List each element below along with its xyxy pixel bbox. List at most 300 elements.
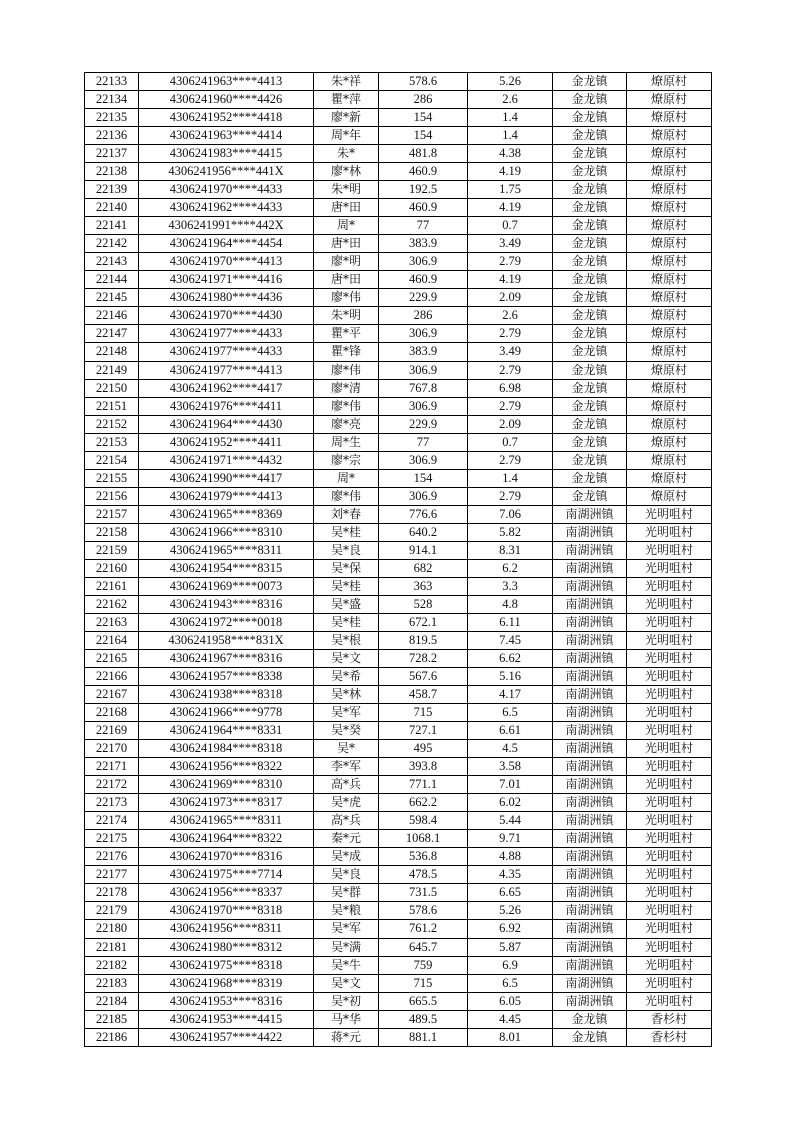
id-number-cell: 4306241979****4413 (139, 487, 314, 505)
row-number-cell: 22157 (85, 505, 139, 523)
id-number-cell: 4306241957****4422 (139, 1028, 314, 1046)
amount-cell: 460.9 (379, 271, 468, 289)
town-cell: 南湖洲镇 (553, 956, 627, 974)
table-row (85, 631, 712, 649)
id-number-cell: 4306241970****8316 (139, 848, 314, 866)
id-number-cell: 4306241962****4417 (139, 379, 314, 397)
id-number-cell: 4306241958****831X (139, 631, 314, 649)
row-number-cell: 22177 (85, 866, 139, 884)
town-cell: 南湖洲镇 (553, 884, 627, 902)
row-number-cell: 22147 (85, 325, 139, 343)
table-row (85, 704, 712, 722)
amount-cell: 306.9 (379, 253, 468, 271)
village-cell: 光明咀村 (627, 884, 712, 902)
name-cell: 李*军 (314, 758, 379, 776)
area-cell: 4.88 (468, 848, 553, 866)
row-number-cell: 22152 (85, 415, 139, 433)
amount-cell: 286 (379, 307, 468, 325)
table-row (85, 722, 712, 740)
row-number-cell: 22149 (85, 361, 139, 379)
row-number-cell: 22181 (85, 938, 139, 956)
area-cell: 6.5 (468, 974, 553, 992)
town-cell: 金龙镇 (553, 343, 627, 361)
village-cell: 光明咀村 (627, 577, 712, 595)
name-cell: 马*华 (314, 1010, 379, 1028)
id-number-cell: 4306241977****4433 (139, 325, 314, 343)
id-number-cell: 4306241954****8315 (139, 559, 314, 577)
name-cell: 高*兵 (314, 776, 379, 794)
village-cell: 光明咀村 (627, 523, 712, 541)
id-number-cell: 4306241956****8311 (139, 920, 314, 938)
id-number-cell: 4306241973****8317 (139, 794, 314, 812)
name-cell: 吴*癸 (314, 722, 379, 740)
row-number-cell: 22180 (85, 920, 139, 938)
town-cell: 金龙镇 (553, 145, 627, 163)
id-number-cell: 4306241965****8311 (139, 812, 314, 830)
area-cell: 2.79 (468, 253, 553, 271)
row-number-cell: 22135 (85, 109, 139, 127)
town-cell: 南湖洲镇 (553, 758, 627, 776)
area-cell: 5.82 (468, 523, 553, 541)
table-row (85, 127, 712, 145)
area-cell: 0.7 (468, 433, 553, 451)
area-cell: 2.79 (468, 325, 553, 343)
name-cell: 廖*伟 (314, 487, 379, 505)
village-cell: 光明咀村 (627, 956, 712, 974)
amount-cell: 567.6 (379, 668, 468, 686)
id-number-cell: 4306241970****4433 (139, 181, 314, 199)
id-number-cell: 4306241965****8311 (139, 541, 314, 559)
table-row (85, 1010, 712, 1028)
amount-cell: 578.6 (379, 902, 468, 920)
village-cell: 光明咀村 (627, 704, 712, 722)
row-number-cell: 22178 (85, 884, 139, 902)
area-cell: 7.45 (468, 631, 553, 649)
town-cell: 金龙镇 (553, 379, 627, 397)
name-cell: 朱*明 (314, 307, 379, 325)
name-cell: 吴*根 (314, 631, 379, 649)
name-cell: 吴*军 (314, 920, 379, 938)
name-cell: 唐*田 (314, 199, 379, 217)
name-cell: 高*兵 (314, 812, 379, 830)
area-cell: 6.61 (468, 722, 553, 740)
village-cell: 光明咀村 (627, 992, 712, 1010)
town-cell: 金龙镇 (553, 217, 627, 235)
table-row (85, 595, 712, 613)
village-cell: 燎原村 (627, 217, 712, 235)
town-cell: 南湖洲镇 (553, 505, 627, 523)
area-cell: 7.06 (468, 505, 553, 523)
area-cell: 5.44 (468, 812, 553, 830)
id-number-cell: 4306241968****8319 (139, 974, 314, 992)
village-cell: 燎原村 (627, 253, 712, 271)
table-row (85, 1028, 712, 1046)
amount-cell: 192.5 (379, 181, 468, 199)
village-cell: 燎原村 (627, 109, 712, 127)
id-number-cell: 4306241984****8318 (139, 740, 314, 758)
row-number-cell: 22133 (85, 73, 139, 91)
village-cell: 光明咀村 (627, 830, 712, 848)
amount-cell: 460.9 (379, 199, 468, 217)
name-cell: 秦*元 (314, 830, 379, 848)
id-number-cell: 4306241980****4436 (139, 289, 314, 307)
table-row (85, 794, 712, 812)
name-cell: 周* (314, 217, 379, 235)
amount-cell: 536.8 (379, 848, 468, 866)
id-number-cell: 4306241975****7714 (139, 866, 314, 884)
id-number-cell: 4306241966****8310 (139, 523, 314, 541)
name-cell: 唐*田 (314, 271, 379, 289)
town-cell: 南湖洲镇 (553, 613, 627, 631)
id-number-cell: 4306241971****4432 (139, 451, 314, 469)
town-cell: 金龙镇 (553, 325, 627, 343)
town-cell: 金龙镇 (553, 361, 627, 379)
area-cell: 4.19 (468, 271, 553, 289)
table-row (85, 469, 712, 487)
table-row (85, 559, 712, 577)
row-number-cell: 22164 (85, 631, 139, 649)
row-number-cell: 22182 (85, 956, 139, 974)
table-row (85, 73, 712, 91)
village-cell: 光明咀村 (627, 650, 712, 668)
row-number-cell: 22171 (85, 758, 139, 776)
table-row (85, 830, 712, 848)
name-cell: 吴*桂 (314, 523, 379, 541)
row-number-cell: 22156 (85, 487, 139, 505)
table-row (85, 307, 712, 325)
amount-cell: 662.2 (379, 794, 468, 812)
village-cell: 燎原村 (627, 235, 712, 253)
name-cell: 吴*虎 (314, 794, 379, 812)
village-cell: 光明咀村 (627, 595, 712, 613)
village-cell: 光明咀村 (627, 902, 712, 920)
amount-cell: 229.9 (379, 415, 468, 433)
area-cell: 6.62 (468, 650, 553, 668)
town-cell: 南湖洲镇 (553, 523, 627, 541)
village-cell: 光明咀村 (627, 668, 712, 686)
town-cell: 南湖洲镇 (553, 686, 627, 704)
id-number-cell: 4306241969****8310 (139, 776, 314, 794)
name-cell: 廖*伟 (314, 397, 379, 415)
name-cell: 唐*田 (314, 235, 379, 253)
area-cell: 5.16 (468, 668, 553, 686)
name-cell: 蒋*元 (314, 1028, 379, 1046)
table-row (85, 884, 712, 902)
row-number-cell: 22163 (85, 613, 139, 631)
row-number-cell: 22165 (85, 650, 139, 668)
table-row (85, 650, 712, 668)
town-cell: 南湖洲镇 (553, 938, 627, 956)
area-cell: 5.26 (468, 73, 553, 91)
table-row (85, 938, 712, 956)
village-cell: 燎原村 (627, 433, 712, 451)
amount-cell: 776.6 (379, 505, 468, 523)
area-cell: 1.4 (468, 127, 553, 145)
area-cell: 1.4 (468, 109, 553, 127)
row-number-cell: 22137 (85, 145, 139, 163)
id-number-cell: 4306241972****0018 (139, 613, 314, 631)
village-cell: 燎原村 (627, 199, 712, 217)
id-number-cell: 4306241957****8338 (139, 668, 314, 686)
amount-cell: 306.9 (379, 487, 468, 505)
id-number-cell: 4306241960****4426 (139, 91, 314, 109)
village-cell: 燎原村 (627, 361, 712, 379)
amount-cell: 914.1 (379, 541, 468, 559)
name-cell: 吴*希 (314, 668, 379, 686)
table-row (85, 343, 712, 361)
area-cell: 6.11 (468, 613, 553, 631)
row-number-cell: 22140 (85, 199, 139, 217)
amount-cell: 528 (379, 595, 468, 613)
table-row (85, 379, 712, 397)
row-number-cell: 22159 (85, 541, 139, 559)
table-row (85, 848, 712, 866)
amount-cell: 383.9 (379, 343, 468, 361)
amount-cell: 715 (379, 974, 468, 992)
amount-cell: 363 (379, 577, 468, 595)
table-row (85, 91, 712, 109)
row-number-cell: 22148 (85, 343, 139, 361)
town-cell: 金龙镇 (553, 289, 627, 307)
id-number-cell: 4306241952****4411 (139, 433, 314, 451)
village-cell: 光明咀村 (627, 559, 712, 577)
table-row (85, 361, 712, 379)
table-row (85, 740, 712, 758)
village-cell: 光明咀村 (627, 631, 712, 649)
area-cell: 2.79 (468, 451, 553, 469)
town-cell: 金龙镇 (553, 469, 627, 487)
name-cell: 吴*盛 (314, 595, 379, 613)
town-cell: 南湖洲镇 (553, 992, 627, 1010)
area-cell: 5.87 (468, 938, 553, 956)
name-cell: 吴*群 (314, 884, 379, 902)
village-cell: 光明咀村 (627, 848, 712, 866)
village-cell: 香杉村 (627, 1010, 712, 1028)
table-row (85, 668, 712, 686)
amount-cell: 481.8 (379, 145, 468, 163)
id-number-cell: 4306241964****8331 (139, 722, 314, 740)
row-number-cell: 22173 (85, 794, 139, 812)
town-cell: 金龙镇 (553, 73, 627, 91)
amount-cell: 672.1 (379, 613, 468, 631)
amount-cell: 598.4 (379, 812, 468, 830)
village-cell: 燎原村 (627, 379, 712, 397)
town-cell: 金龙镇 (553, 109, 627, 127)
area-cell: 2.79 (468, 487, 553, 505)
table-row (85, 505, 712, 523)
table-row (85, 199, 712, 217)
id-number-cell: 4306241977****4433 (139, 343, 314, 361)
area-cell: 0.7 (468, 217, 553, 235)
table-body (85, 73, 712, 1047)
table-row (85, 523, 712, 541)
row-number-cell: 22166 (85, 668, 139, 686)
table-row (85, 992, 712, 1010)
row-number-cell: 22134 (85, 91, 139, 109)
name-cell: 廖*伟 (314, 361, 379, 379)
name-cell: 吴*文 (314, 650, 379, 668)
amount-cell: 154 (379, 469, 468, 487)
amount-cell: 383.9 (379, 235, 468, 253)
row-number-cell: 22145 (85, 289, 139, 307)
name-cell: 吴*满 (314, 938, 379, 956)
amount-cell: 771.1 (379, 776, 468, 794)
area-cell: 3.49 (468, 235, 553, 253)
town-cell: 南湖洲镇 (553, 902, 627, 920)
area-cell: 6.98 (468, 379, 553, 397)
area-cell: 4.19 (468, 199, 553, 217)
amount-cell: 458.7 (379, 686, 468, 704)
amount-cell: 393.8 (379, 758, 468, 776)
table-row (85, 145, 712, 163)
area-cell: 6.65 (468, 884, 553, 902)
table-row (85, 974, 712, 992)
name-cell: 廖*伟 (314, 289, 379, 307)
id-number-cell: 4306241975****8318 (139, 956, 314, 974)
village-cell: 燎原村 (627, 469, 712, 487)
town-cell: 南湖洲镇 (553, 830, 627, 848)
village-cell: 光明咀村 (627, 920, 712, 938)
row-number-cell: 22179 (85, 902, 139, 920)
row-number-cell: 22169 (85, 722, 139, 740)
table-row (85, 613, 712, 631)
area-cell: 2.6 (468, 307, 553, 325)
row-number-cell: 22146 (85, 307, 139, 325)
amount-cell: 881.1 (379, 1028, 468, 1046)
village-cell: 光明咀村 (627, 758, 712, 776)
name-cell: 廖*新 (314, 109, 379, 127)
table-row (85, 181, 712, 199)
id-number-cell: 4306241938****8318 (139, 686, 314, 704)
table-row (85, 253, 712, 271)
row-number-cell: 22142 (85, 235, 139, 253)
table-row (85, 433, 712, 451)
name-cell: 吴*文 (314, 974, 379, 992)
id-number-cell: 4306241956****8322 (139, 758, 314, 776)
amount-cell: 286 (379, 91, 468, 109)
town-cell: 金龙镇 (553, 127, 627, 145)
village-cell: 燎原村 (627, 451, 712, 469)
name-cell: 廖*亮 (314, 415, 379, 433)
town-cell: 南湖洲镇 (553, 974, 627, 992)
village-cell: 燎原村 (627, 163, 712, 181)
area-cell: 2.79 (468, 397, 553, 415)
table-row (85, 902, 712, 920)
town-cell: 金龙镇 (553, 271, 627, 289)
area-cell: 6.9 (468, 956, 553, 974)
amount-cell: 578.6 (379, 73, 468, 91)
id-number-cell: 4306241963****4414 (139, 127, 314, 145)
area-cell: 9.71 (468, 830, 553, 848)
area-cell: 6.02 (468, 794, 553, 812)
amount-cell: 460.9 (379, 163, 468, 181)
table-row (85, 217, 712, 235)
village-cell: 燎原村 (627, 343, 712, 361)
table-row (85, 866, 712, 884)
row-number-cell: 22168 (85, 704, 139, 722)
area-cell: 3.58 (468, 758, 553, 776)
data-table (84, 72, 712, 1047)
area-cell: 6.92 (468, 920, 553, 938)
name-cell: 吴*桂 (314, 613, 379, 631)
town-cell: 南湖洲镇 (553, 866, 627, 884)
town-cell: 金龙镇 (553, 163, 627, 181)
table-row (85, 812, 712, 830)
town-cell: 金龙镇 (553, 415, 627, 433)
village-cell: 光明咀村 (627, 722, 712, 740)
village-cell: 光明咀村 (627, 740, 712, 758)
area-cell: 4.17 (468, 686, 553, 704)
name-cell: 周*年 (314, 127, 379, 145)
id-number-cell: 4306241963****4413 (139, 73, 314, 91)
amount-cell: 306.9 (379, 325, 468, 343)
name-cell: 吴*良 (314, 866, 379, 884)
village-cell: 光明咀村 (627, 974, 712, 992)
village-cell: 光明咀村 (627, 938, 712, 956)
id-number-cell: 4306241956****8337 (139, 884, 314, 902)
row-number-cell: 22155 (85, 469, 139, 487)
table-row (85, 541, 712, 559)
village-cell: 光明咀村 (627, 866, 712, 884)
amount-cell: 495 (379, 740, 468, 758)
area-cell: 1.4 (468, 469, 553, 487)
table-row (85, 415, 712, 433)
town-cell: 金龙镇 (553, 487, 627, 505)
name-cell: 朱*祥 (314, 73, 379, 91)
row-number-cell: 22158 (85, 523, 139, 541)
town-cell: 南湖洲镇 (553, 577, 627, 595)
village-cell: 燎原村 (627, 307, 712, 325)
village-cell: 光明咀村 (627, 686, 712, 704)
table-row (85, 289, 712, 307)
amount-cell: 478.5 (379, 866, 468, 884)
town-cell: 南湖洲镇 (553, 722, 627, 740)
row-number-cell: 22162 (85, 595, 139, 613)
village-cell: 燎原村 (627, 181, 712, 199)
area-cell: 2.09 (468, 415, 553, 433)
town-cell: 金龙镇 (553, 253, 627, 271)
table-row (85, 163, 712, 181)
village-cell: 燎原村 (627, 397, 712, 415)
name-cell: 吴*成 (314, 848, 379, 866)
area-cell: 4.35 (468, 866, 553, 884)
id-number-cell: 4306241980****8312 (139, 938, 314, 956)
area-cell: 8.31 (468, 541, 553, 559)
table-row (85, 325, 712, 343)
town-cell: 金龙镇 (553, 1010, 627, 1028)
amount-cell: 154 (379, 127, 468, 145)
town-cell: 南湖洲镇 (553, 650, 627, 668)
name-cell: 朱* (314, 145, 379, 163)
row-number-cell: 22170 (85, 740, 139, 758)
village-cell: 光明咀村 (627, 613, 712, 631)
name-cell: 瞿*锋 (314, 343, 379, 361)
row-number-cell: 22186 (85, 1028, 139, 1046)
id-number-cell: 4306241990****4417 (139, 469, 314, 487)
table-row (85, 577, 712, 595)
table-row (85, 109, 712, 127)
id-number-cell: 4306241976****4411 (139, 397, 314, 415)
id-number-cell: 4306241964****8322 (139, 830, 314, 848)
name-cell: 吴*粮 (314, 902, 379, 920)
village-cell: 燎原村 (627, 73, 712, 91)
row-number-cell: 22185 (85, 1010, 139, 1028)
amount-cell: 767.8 (379, 379, 468, 397)
town-cell: 南湖洲镇 (553, 668, 627, 686)
area-cell: 4.5 (468, 740, 553, 758)
name-cell: 朱*明 (314, 181, 379, 199)
area-cell: 6.2 (468, 559, 553, 577)
